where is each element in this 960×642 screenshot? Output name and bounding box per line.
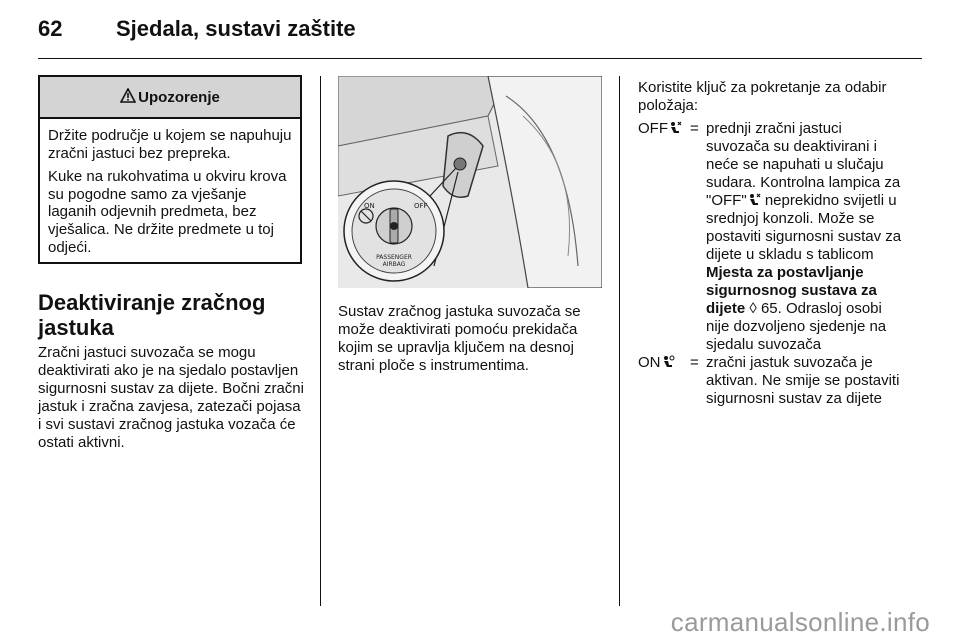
off-term: OFF [638, 120, 690, 354]
warning-paragraph: Držite područje u kojem se napuhuju zračni jastuci bez prepreka. [48, 127, 292, 162]
on-definition: zračni jastuk suvozača je aktivan. Ne smije se postaviti sigurnosni sustav za dijete [706, 354, 900, 407]
airbag-off-icon [747, 193, 761, 207]
on-position-row: ON = zračni jastuk suvozača je aktivan. Ne smije se postaviti sigurnosni sustav za dijete [638, 354, 928, 408]
warning-paragraph: Kuke na rukohvatima u okviru krova su pogodne samo za vješanje laganih odjevnih predmeta, bez vješalica. Ne držite predmete u toj odjeći. [48, 168, 287, 256]
switch-on-label: ON [364, 202, 375, 210]
column-divider [320, 76, 321, 606]
off-position-row: OFF = prednji zračni jastuci suvozača su deaktivirani i neće se napuhati u slučaju sudara. Kontrolna lampica za "OFF" neprekidno svijetli u srednjoj konzoli. Može se postaviti sigurnosni sustav za dijete u skladu s tablicom Mjesta za postavljanje sigurnosnog sustava za dijete ◊ 65. Odrasloj osobi nije dozvoljeno sjedenje na sjedalu suvozača [638, 120, 928, 354]
section-body: Zračni jastuci suvozača se mogu deaktivirati ako je na sjedalo postavljen sigurnosni sustav za dijete. Bočni zračni jastuk i zračna zavjesa, zatezači pojasa i svi sustavi zračnog jastuka vozača će ostati aktivni. [38, 344, 304, 451]
position-definitions [638, 120, 928, 408]
warning-body [40, 119, 300, 262]
child-seat-table-link[interactable]: Mjesta za postavljanje sigurnosnog sustava za dijete [706, 264, 877, 317]
warning-box [38, 75, 302, 264]
switch-airbag-label: AIRBAG [382, 261, 406, 268]
section-heading: Deaktiviranje zračnog jastuka [38, 290, 266, 340]
warning-title: Upozorenje [138, 88, 220, 106]
switch-off-label: OFF [414, 202, 428, 210]
warning-header [40, 77, 300, 119]
selection-intro: Koristite ključ za pokretanje za odabir položaja: [638, 79, 887, 114]
page-number: 62 [38, 16, 63, 41]
airbag-switch-illustration [338, 76, 602, 288]
page-title: Sjedala, sustavi zaštite [116, 16, 356, 41]
column-divider [619, 76, 620, 606]
airbag-off-icon [668, 121, 682, 135]
header-rule [38, 58, 922, 59]
off-definition: prednji zračni jastuci suvozača su deaktivirani i neće se napuhati u slučaju sudara. Kontrolna lampica za "OFF" neprekidno svijetli u srednjoj konzoli. Može se postaviti sigurnosni sustav za dijete u skladu s tablicom Mjesta za postavljanje sigurnosnog sustava za dijete ◊ 65. Odrasloj osobi nije dozvoljeno sjedenje na sjedalu suvozača [706, 120, 902, 353]
page-ref-icon: ◊ [745, 300, 757, 317]
on-term: ON [638, 354, 690, 408]
airbag-on-icon [661, 355, 675, 369]
switch-passenger-label: PASSENGER [376, 254, 412, 261]
watermark: carmanualsonline.info [670, 607, 930, 637]
figure-caption: Sustav zračnog jastuka suvozača se može deaktivirati pomoću prekidača kojim se upravlja ključem na desnoj strani ploče s instrumentima. [338, 303, 581, 374]
warning-triangle-icon [120, 88, 138, 107]
